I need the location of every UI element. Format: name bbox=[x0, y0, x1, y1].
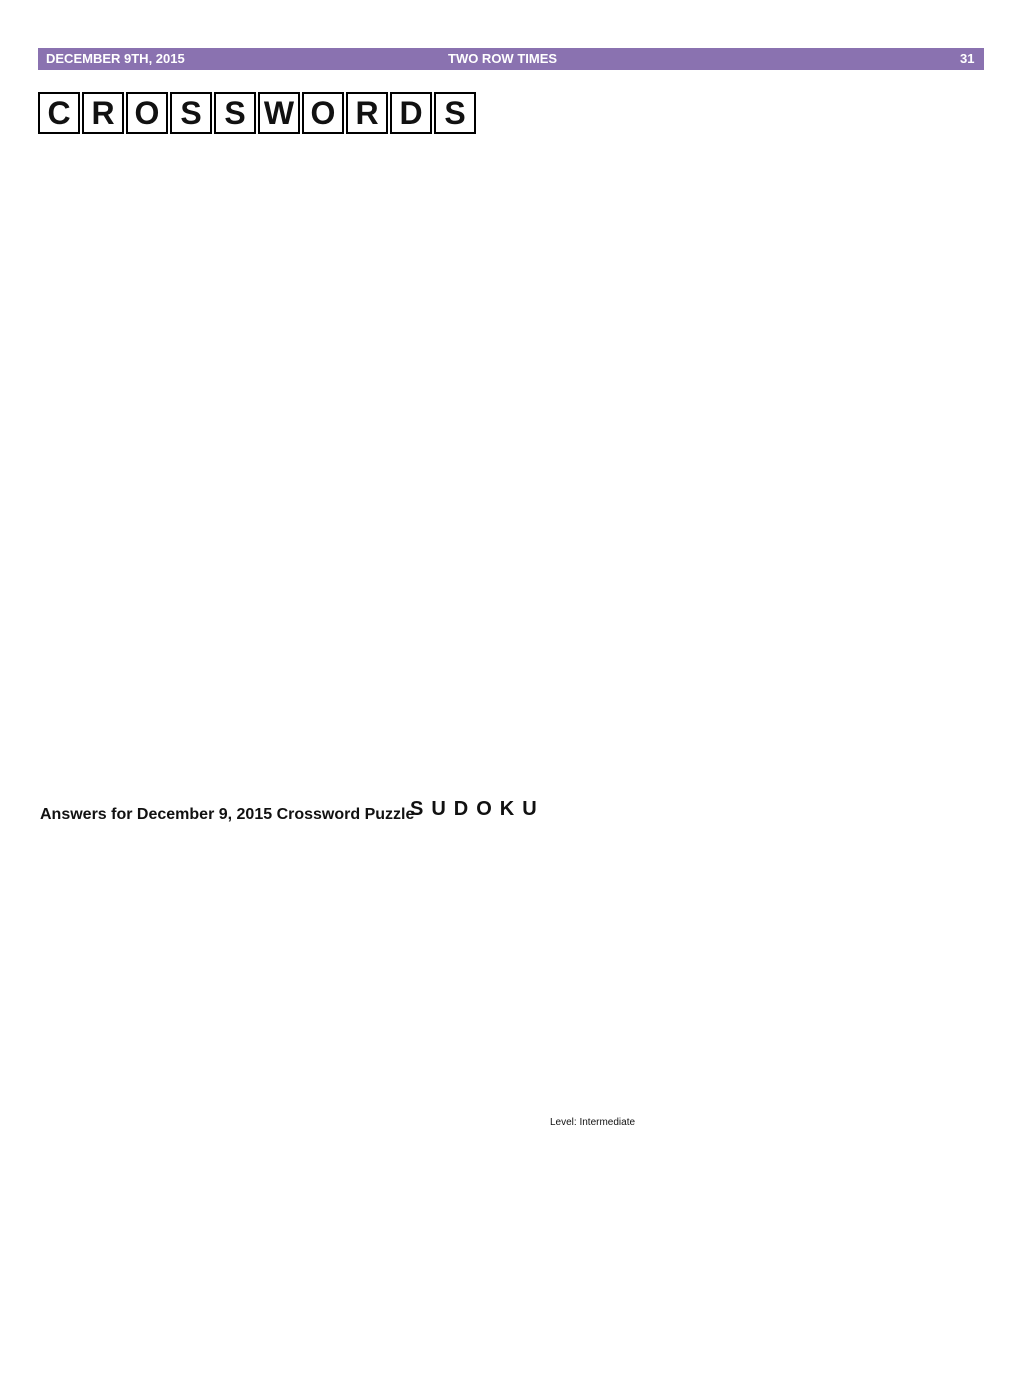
page-number: 31 bbox=[960, 51, 975, 66]
sudoku-level: Level: Intermediate bbox=[550, 1117, 636, 1128]
issue-date: DECEMBER 9TH, 2015 bbox=[46, 51, 185, 66]
header-bar bbox=[38, 48, 984, 70]
paper-name: TWO ROW TIMES bbox=[448, 51, 558, 66]
sudoku-title: SUDOKU bbox=[410, 798, 545, 820]
crosswords-title: C R O S S W O R D S bbox=[38, 92, 476, 134]
answers-title: Answers for December 9, 2015 Crossword Puzzle bbox=[40, 806, 415, 823]
